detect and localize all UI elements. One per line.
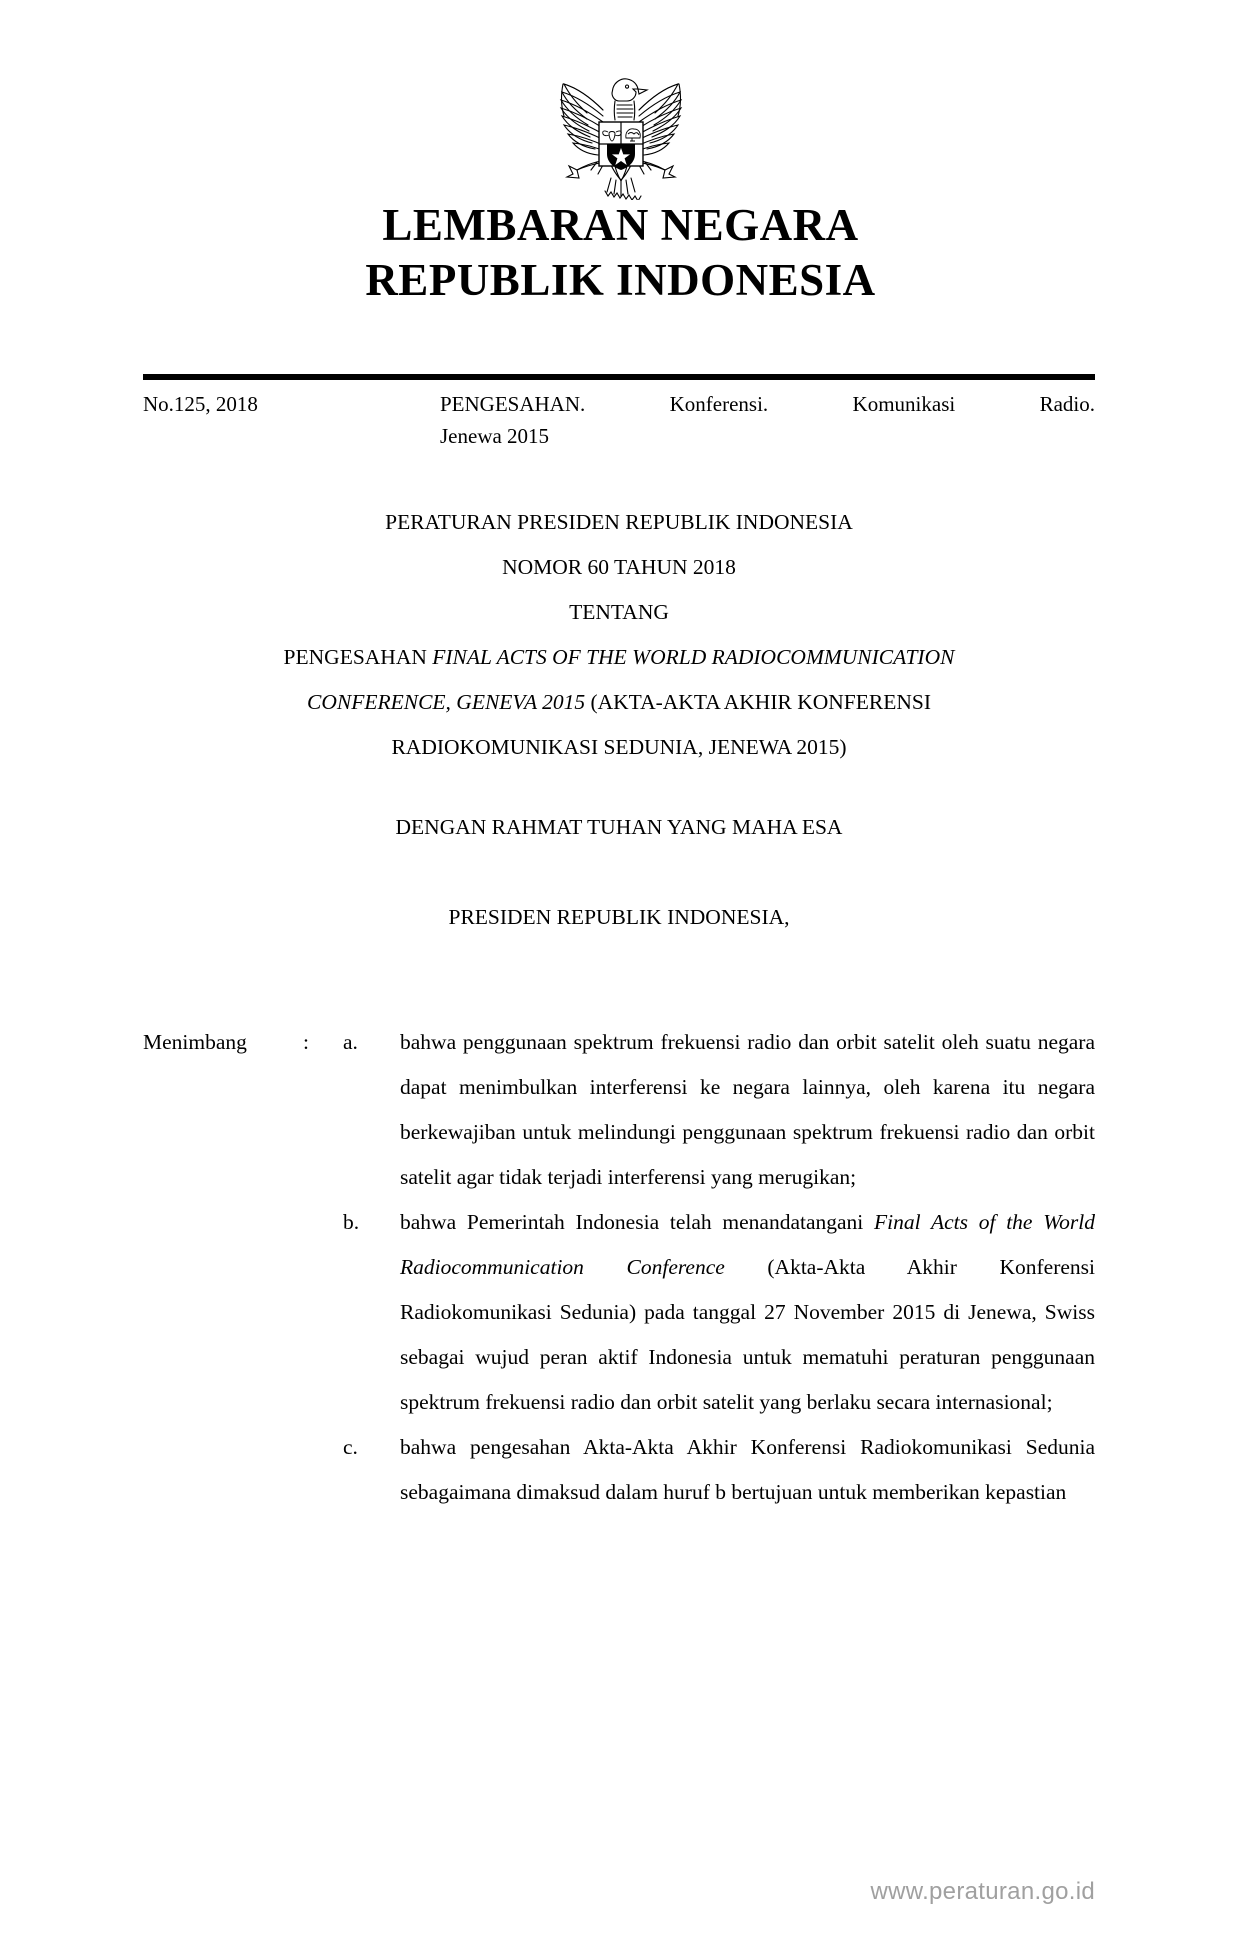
title-suffix: (AKTA-AKTA AKHIR KONFERENSI xyxy=(585,690,931,714)
gazette-subject-line-2: Jenewa 2015 xyxy=(440,424,550,448)
title-italic-2: CONFERENCE, GENEVA 2015 xyxy=(306,690,586,714)
gazette-subject xyxy=(440,388,1095,452)
considering-letter-a: a. xyxy=(343,1030,358,1054)
considering-colon: : xyxy=(303,1030,309,1054)
garuda-pancasila-emblem xyxy=(541,58,701,200)
title-line-subject-3: RADIOKOMUNIKASI SEDUNIA, JENEWA 2015) xyxy=(391,735,847,759)
regulation-title-block xyxy=(143,500,1095,770)
title-line-authority: PERATURAN PRESIDEN REPUBLIK INDONESIA xyxy=(385,510,853,534)
considering-letter-c: c. xyxy=(343,1435,358,1459)
gazette-number: No.125, 2018 xyxy=(143,392,258,416)
title-prefix: PENGESAHAN xyxy=(283,645,433,669)
considering-item-a xyxy=(143,1020,1095,1200)
header-divider-rule xyxy=(143,374,1095,380)
considering-label: Menimbang xyxy=(143,1030,247,1054)
considering-text-c: bahwa pengesahan Akta-Akta Akhir Konferensi Radiokomunikasi Sedunia sebagaimana dimaksud dalam huruf b bertujuan untuk memberikan kepastian xyxy=(400,1435,1095,1504)
considering-text-b xyxy=(400,1200,1095,1425)
masthead-line-1: LEMBARAN NEGARA xyxy=(382,200,859,250)
considering-item-b xyxy=(143,1200,1095,1425)
emblem-container xyxy=(0,58,1241,200)
considering-letter-b: b. xyxy=(343,1210,360,1234)
masthead-line-2: REPUBLIK INDONESIA xyxy=(365,255,876,305)
running-header xyxy=(143,388,1095,452)
title-line-subject-1 xyxy=(143,635,1095,680)
authority-line: PRESIDEN REPUBLIK INDONESIA, xyxy=(448,905,790,929)
title-line-number: NOMOR 60 TAHUN 2018 xyxy=(502,555,736,579)
considering-section xyxy=(143,1020,1095,1515)
considering-text-b-part1: bahwa Pemerintah Indonesia telah menandatangani xyxy=(400,1210,875,1234)
title-line-about: TENTANG xyxy=(569,600,669,624)
considering-text-a: bahwa penggunaan spektrum frekuensi radio dan orbit satelit oleh suatu negara dapat menimbulkan interferensi ke negara lainnya, oleh karena itu negara berkewajiban untuk melindungi penggunaan spektrum frekuensi radio dan orbit satelit agar tidak terjadi interferensi yang merugikan; xyxy=(400,1030,1095,1189)
considering-text-b-italic: Final Acts of the World Radiocommunication Conference xyxy=(400,1210,1095,1279)
considering-item-c xyxy=(143,1425,1095,1515)
gazette-subject-line-1: PENGESAHAN. Konferensi. Komunikasi Radio. xyxy=(440,392,1095,416)
masthead-title xyxy=(0,198,1241,308)
blessing-line: DENGAN RAHMAT TUHAN YANG MAHA ESA xyxy=(395,815,843,839)
footer-watermark: www.peraturan.go.id xyxy=(870,1878,1095,1905)
title-line-subject-2 xyxy=(143,680,1095,725)
title-italic-1: FINAL ACTS OF THE WORLD RADIOCOMMUNICATION xyxy=(432,645,955,669)
considering-text-b-part2: (Akta-Akta Akhir Konferensi Radiokomunikasi Sedunia) pada tanggal 27 November 2015 di Jenewa, Swiss sebagai wujud peran aktif Indonesia untuk mematuhi peraturan penggunaan spektrum frekuensi radio dan orbit satelit yang berlaku secara internasional; xyxy=(400,1255,1095,1414)
